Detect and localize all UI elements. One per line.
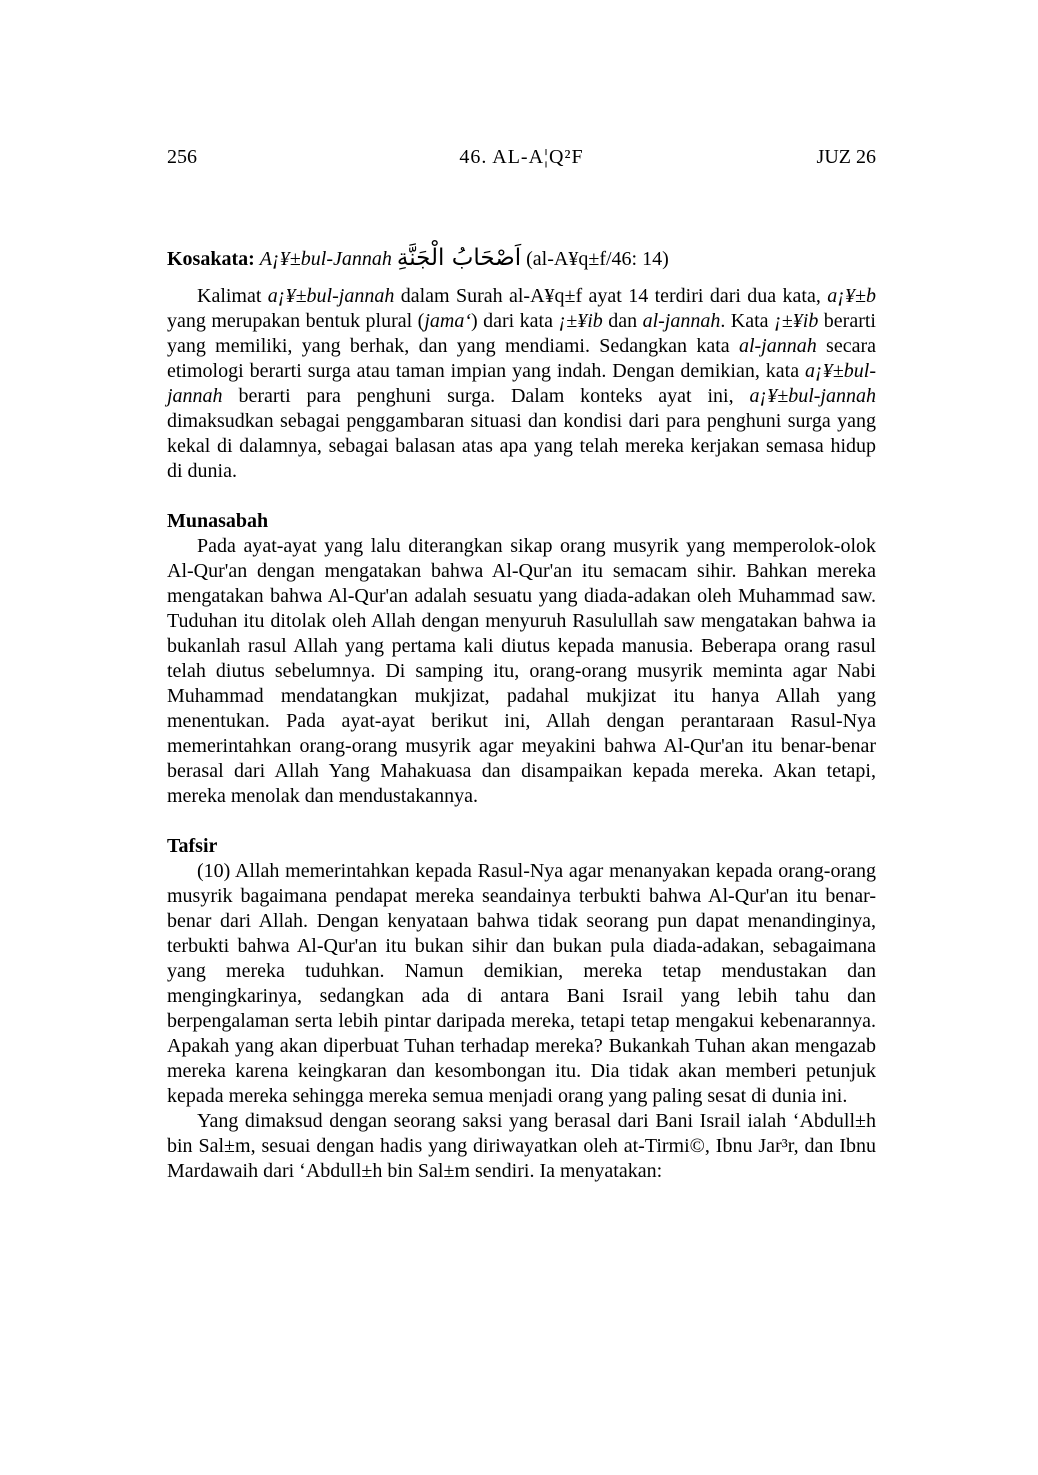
text-segment: (al-A¥q±f/46: 14) bbox=[521, 248, 669, 270]
page-content bbox=[167, 242, 876, 1184]
text-segment: berarti para penghuni surga. Dalam konteks ayat ini, bbox=[222, 385, 750, 407]
text-segment: al-jannah bbox=[642, 310, 721, 332]
text-segment: Kalimat bbox=[197, 285, 268, 307]
tafsir-paragraph-2: Yang dimaksud dengan seorang saksi yang berasal dari Bani Israil ialah ‘Abdull±h bin Sal±m, sesuai dengan hadis yang diriwayatkan oleh at-Tirmi©, Ibnu Jar³r, dan Ibnu Mardawaih dari ‘Abdull±h bin Sal±m sendiri. Ia menyatakan: bbox=[167, 1110, 876, 1182]
text-segment: ¡±¥ib bbox=[774, 310, 819, 332]
kosakata-heading bbox=[167, 242, 876, 276]
text-segment: dan bbox=[602, 310, 643, 332]
text-segment: al-jannah bbox=[738, 335, 817, 357]
text-segment: jama‘ bbox=[424, 310, 471, 332]
text-segment: dalam Surah al-A¥q±f ayat 14 terdiri dari dua kata, bbox=[394, 285, 828, 307]
text-segment: ¡±¥ib bbox=[558, 310, 603, 332]
text-segment: . Kata bbox=[720, 310, 775, 332]
chapter-title: 46. AL-A¦Q²F bbox=[459, 146, 584, 168]
tafsir-section-heading: Tafsir bbox=[167, 835, 218, 857]
text-segment: dimaksudkan sebagai penggambaran situasi dan kondisi dari para penghuni surga yang kekal di dalamnya, sebagai balasan atas apa yang telah mereka kerjakan semasa hidup di dunia. bbox=[167, 410, 876, 482]
juz-label: JUZ 26 bbox=[816, 146, 876, 168]
arabic-text: اَصْحَابُ الْجَنَّةِ bbox=[396, 245, 522, 271]
page-header bbox=[167, 146, 876, 170]
munasabah-section-heading: Munasabah bbox=[167, 510, 269, 532]
tafsir-paragraph-1: (10) Allah memerintahkan kepada Rasul-Nya agar menanyakan kepada orang-orang musyrik bagaimana pendapat mereka seandainya terbukti bahwa Al-Qur'an itu benar-benar dari Allah. Dengan kenyataan bahwa tidak seorang pun dapat menandinginya, terbukti bahwa Al-Qur'an itu bukan sihir dan bukan pula diada-adakan, sebagaimana yang mereka tuduhkan. Namun demikian, mereka tetap mendustakan dan mengingkarinya, sedangkan ada di antara Bani Israil yang lebih tahu dan berpengalaman serta lebih pintar daripada mereka, tetapi tetap mengakui kebenarannya. Apakah yang akan diperbuat Tuhan terhadap mereka? Bukankah Tuhan akan mengazab mereka karena keingkaran dan kesombongan itu. Dia tidak akan memberi petunjuk kepada mereka sehingga mereka semua menjadi orang yang paling sesat di dunia ini. bbox=[167, 860, 876, 1107]
text-segment: a¡¥±bul-jannah bbox=[167, 360, 876, 407]
text-segment: ) dari kata bbox=[470, 310, 559, 332]
text-segment: Kosakata: bbox=[167, 248, 260, 270]
text-segment: yang merupakan bentuk plural ( bbox=[167, 310, 425, 332]
kosakata-paragraph bbox=[167, 284, 876, 484]
text-segment: A¡¥±bul-Jannah bbox=[259, 248, 397, 270]
page-number: 256 bbox=[167, 146, 197, 168]
text-segment: a¡¥±b bbox=[827, 285, 876, 307]
text-segment: a¡¥±bul-jannah bbox=[267, 285, 395, 307]
text-segment: a¡¥±bul-jannah bbox=[749, 385, 876, 407]
text-segment: secara etimologi berarti surga atau taman impian yang indah. Dengan demikian, kata bbox=[167, 335, 877, 382]
text-segment: berarti yang memiliki, yang berhak, dan yang mendiami. Sedangkan kata bbox=[167, 310, 876, 357]
munasabah-paragraph: Pada ayat-ayat yang lalu diterangkan sikap orang musyrik yang memperolok-olok Al-Qur'an dengan mengatakan bahwa Al-Qur'an itu semacam sihir. Bahkan mereka mengatakan bahwa Al-Qur'an adalah sesuatu yang diada-adakan oleh Muhammad saw. Tuduhan itu ditolak oleh Allah dengan menyuruh Rasulullah saw mengatakan bahwa ia bukanlah rasul Allah yang pertama kali diutus kepada manusia. Beberapa orang rasul telah diutus sebelumnya. Di samping itu, orang-orang musyrik meminta agar Nabi Muhammad mendatangkan mukjizat, padahal mukjizat itu hanya Allah yang menentukan. Pada ayat-ayat berikut ini, Allah dengan perantaraan Rasul-Nya memerintahkan orang-orang musyrik agar meyakini bahwa Al-Qur'an itu benar-benar berasal dari Allah Yang Mahakuasa dan disampaikan kepada mereka. Akan tetapi, mereka menolak dan mendustakannya. bbox=[167, 535, 876, 807]
